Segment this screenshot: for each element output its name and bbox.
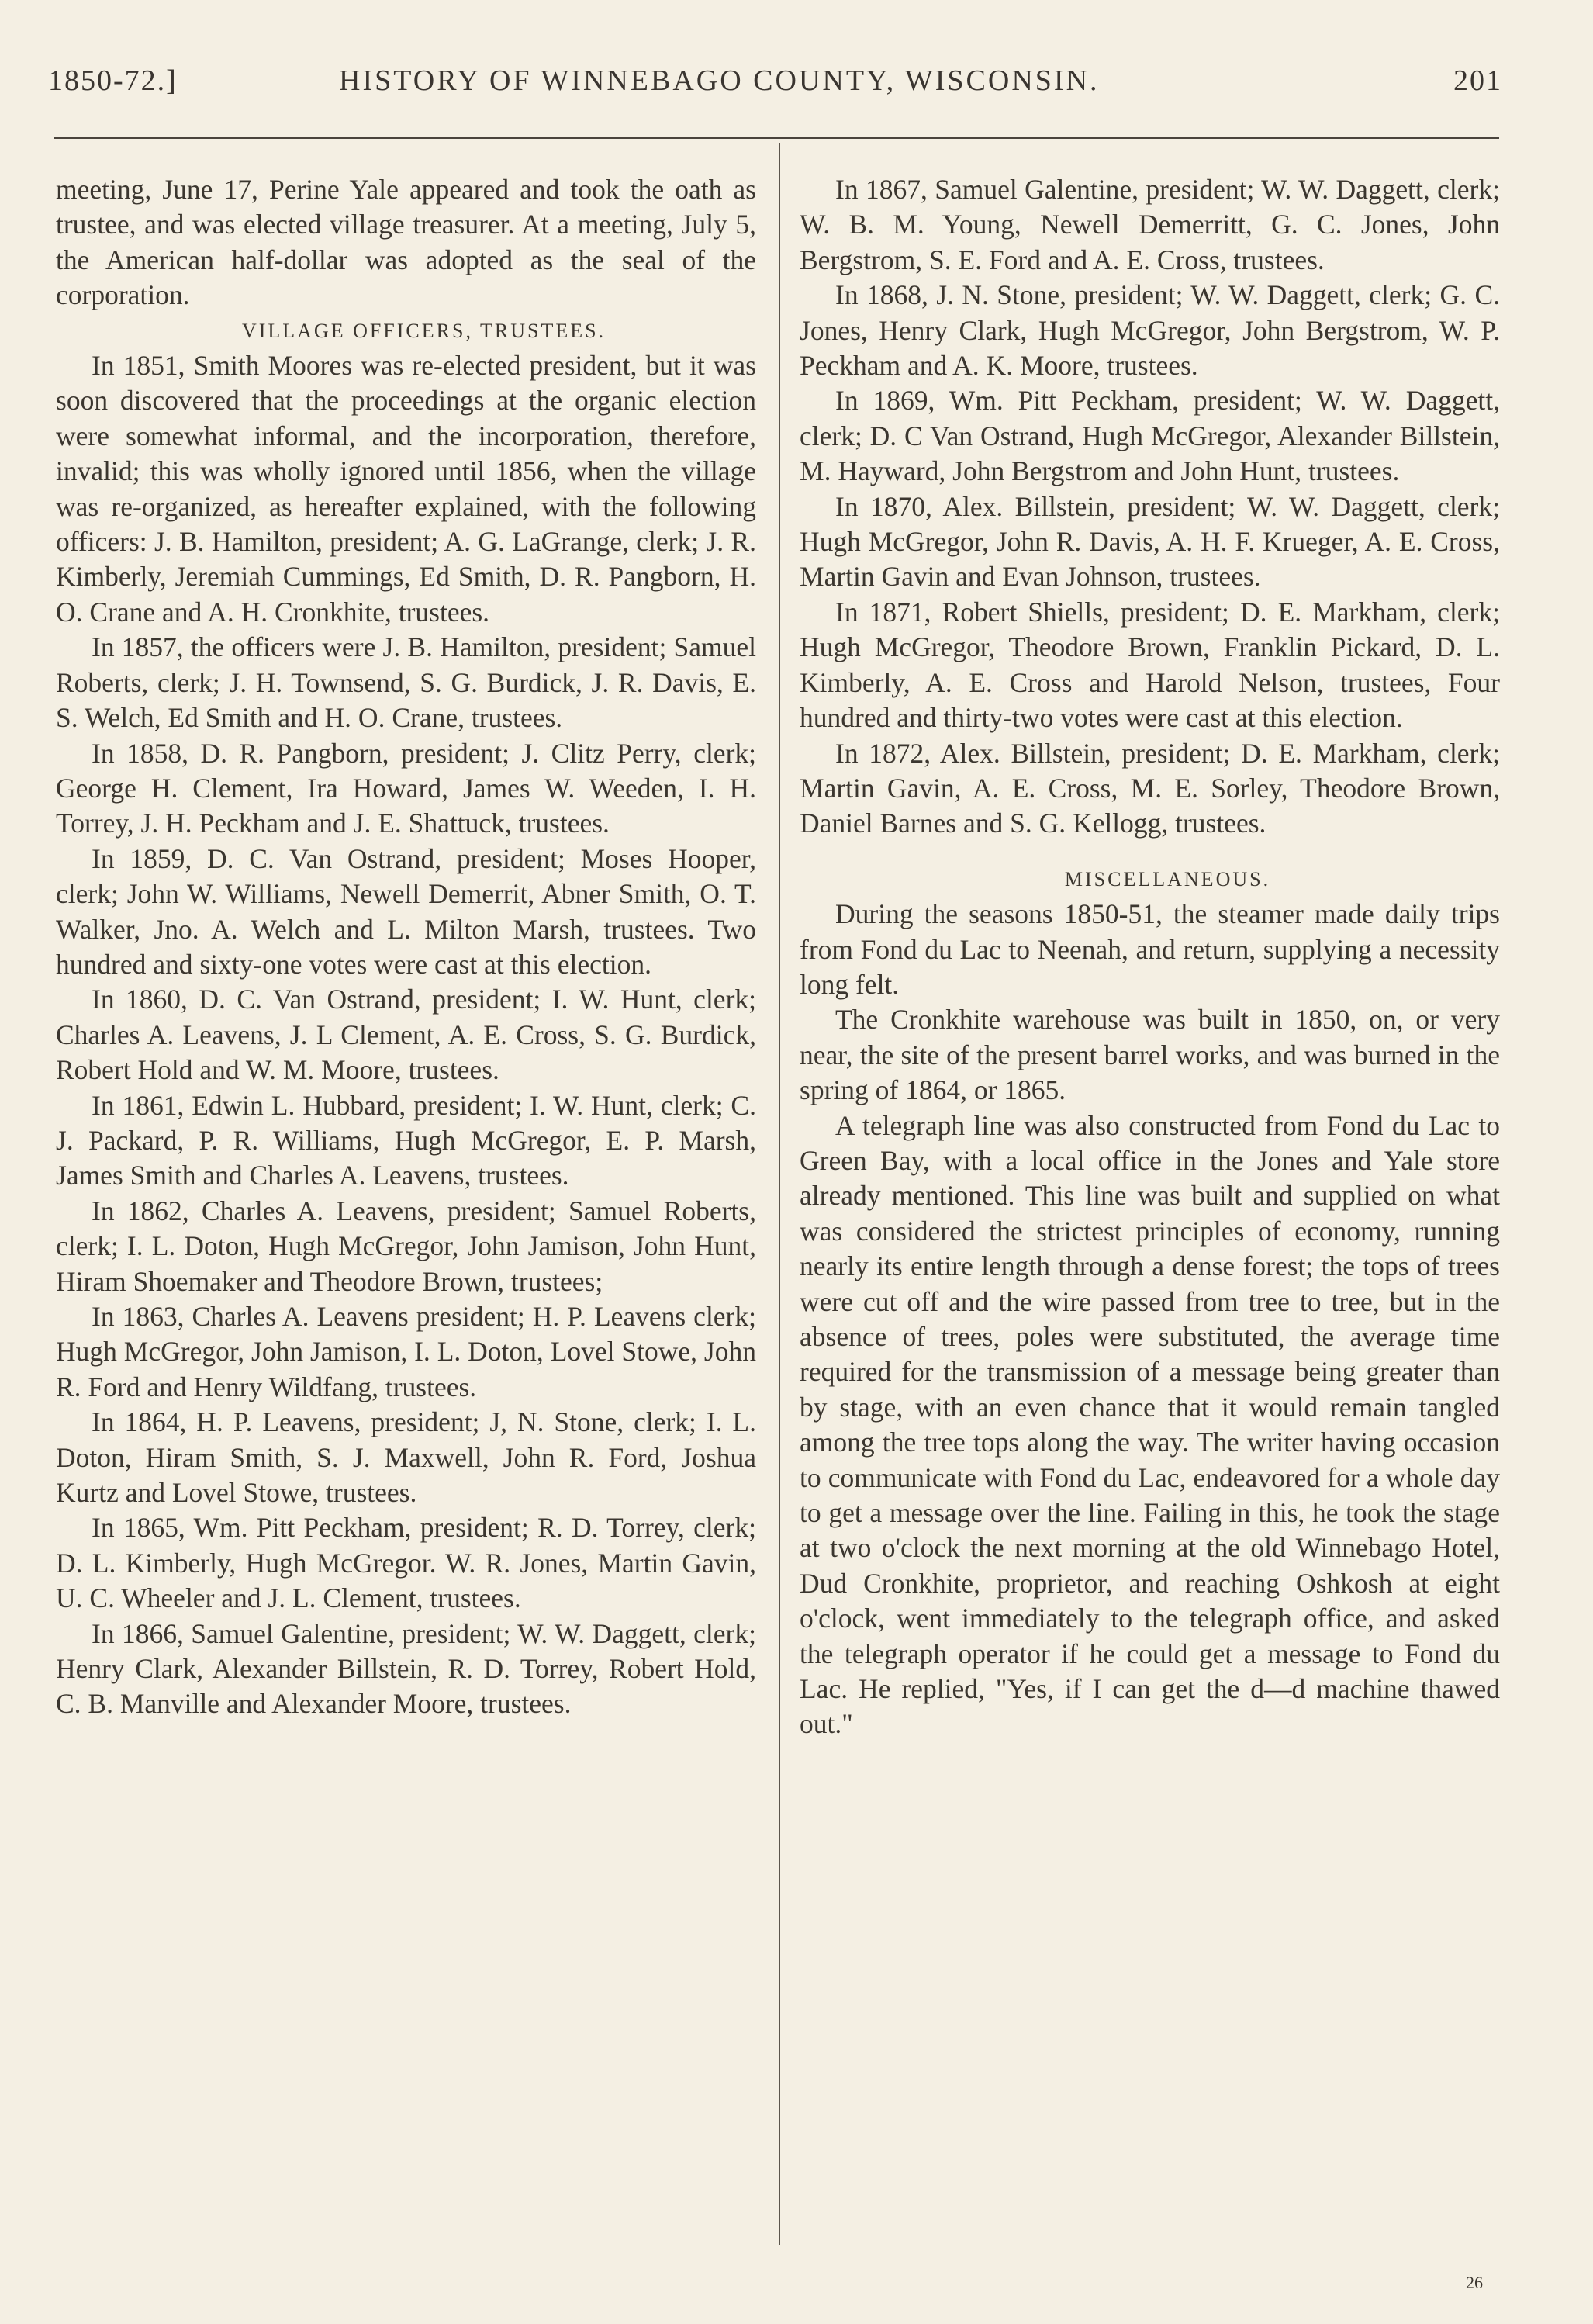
paragraph: In 1871, Robert Shiells, president; D. E. Markham, clerk; Hugh McGregor, Theodore Brown, Franklin Pickard, D. L. Kimberly, A. E. Cross and Harold Nelson, trustees, Four hundred and thirty-two votes were cast at this election. [800, 596, 1500, 734]
running-header [48, 64, 1502, 110]
paragraph: In 1865, Wm. Pitt Peckham, president; R. D. Torrey, clerk; D. L. Kimberly, Hugh McGregor. W. R. Jones, Martin Gavin, U. C. Wheeler and J. L. Clement, trustees. [56, 1512, 756, 1614]
signature-mark: 26 [1466, 2273, 1483, 2292]
paragraph: In 1864, H. P. Leavens, president; J, N. Stone, clerk; I. L. Doton, Hiram Smith, S. J. Maxwell, John R. Ford, Joshua Kurtz and Lovel Stowe, trustees. [56, 1406, 756, 1509]
page-number: 201 [1453, 64, 1502, 97]
section-heading-village-officers: VILLAGE OFFICERS, TRUSTEES. [241, 319, 606, 342]
paragraph: In 1868, J. N. Stone, president; W. W. Daggett, clerk; G. C. Jones, Henry Clark, Hugh McGregor, John Bergstrom, W. P. Peckham and A. K. Moore, trustees. [800, 279, 1500, 382]
header-title: HISTORY OF WINNEBAGO COUNTY, WISCONSIN. [339, 64, 1100, 97]
paragraph: In 1859, D. C. Van Ostrand, president; Moses Hooper, clerk; John W. Williams, Newell Demerrit, Abner Smith, O. T. Walker, Jno. A. Welch and L. Milton Marsh, trustees. Two hundred and sixty-one votes were cast at this election. [56, 842, 756, 980]
paragraph: In 1863, Charles A. Leavens president; H. P. Leavens clerk; Hugh McGregor, John Jamison, I. L. Doton, Lovel Stowe, John R. Ford and Henry Wildfang, trustees. [56, 1301, 756, 1402]
paragraph: The Cronkhite warehouse was built in 1850, on, or very near, the site of the present barrel works, and was burned in the spring of 1864, or 1865. [800, 1004, 1500, 1106]
paragraph: In 1867, Samuel Galentine, president; W. W. Daggett, clerk; W. B. M. Young, Newell Demerritt, G. C. Jones, John Bergstrom, S. E. Ford and A. E. Cross, trustees. [800, 174, 1500, 275]
paragraph: In 1857, the officers were J. B. Hamilton, president; Samuel Roberts, clerk; J. H. Townsend, S. G. Burdick, J. R. Davis, E. S. Welch, Ed Smith and H. O. Crane, trustees. [56, 631, 756, 734]
header-rule [54, 137, 1499, 139]
paragraph: In 1869, Wm. Pitt Peckham, president; W. W. Daggett, clerk; D. C Van Ostrand, Hugh McGregor, Alexander Billstein, M. Hayward, John Bergstrom and John Hunt, trustees. [800, 385, 1500, 487]
paragraph: In 1851, Smith Moores was re-elected president, but it was soon discovered that the proceedings at the organic election were somewhat informal, and the incorporation, therefore, invalid; this was wholly ignored until 1856, when the village was re-organized, as hereafter explained, with the following officers: J. B. Hamilton, president; A. G. LaGrange, clerk; J. R. Kimberly, Jeremiah Cummings, Ed Smith, D. R. Pangborn, H. O. Crane and A. H. Cronkhite, trustees. [56, 350, 756, 628]
left-column [56, 172, 756, 1722]
column-divider [779, 143, 780, 2245]
paragraph: In 1862, Charles A. Leavens, president; Samuel Roberts, clerk; I. L. Doton, Hugh McGregor, John Jamison, John Hunt, Hiram Shoemaker and Theodore Brown, trustees; [56, 1195, 756, 1297]
paragraph: In 1866, Samuel Galentine, president; W. W. Daggett, clerk; Henry Clark, Alexander Billstein, R. D. Torrey, Robert Hold, C. B. Manville and Alexander Moore, trustees. [56, 1617, 756, 1720]
paragraph: A telegraph line was also constructed from Fond du Lac to Green Bay, with a local office in the Jones and Yale store already mentioned. This line was built and supplied on what was considered the strictest principles of economy, running nearly its entire length through a dense forest; the tops of trees were cut off and the wire passed from tree to tree, but in the absence of trees, poles were substituted, the average time required for the transmission of a message being greater than by stage, with an even chance that it would remain tangled among the tree tops along the way. The writer having occasion to communicate with Fond du Lac, endeavored for a whole day to get a message over the line. Failing in this, he took the stage at two o'clock the next morning at the old Winnebago Hotel, Dud Cronkhite, proprietor, and reaching Oshkosh at eight o'clock, went immediately to the telegraph office, and asked the telegraph operator if he could get a message to Fond du Lac. He replied, "Yes, if I can get the d—d machine thawed out." [800, 1109, 1500, 1740]
header-date-range: 1850-72.] [48, 64, 178, 97]
paragraph: In 1870, Alex. Billstein, president; W. W. Daggett, clerk; Hugh McGregor, John R. Davis, A. H. F. Krueger, A. E. Cross, Martin Gavin and Evan Johnson, trustees. [800, 490, 1500, 593]
paragraph: In 1872, Alex. Billstein, president; D. E. Markham, clerk; Martin Gavin, A. E. Cross, M. E. Sorley, Theodore Brown, Daniel Barnes and S. G. Kellogg, trustees. [800, 737, 1500, 839]
right-column [800, 172, 1500, 1742]
paragraph: In 1860, D. C. Van Ostrand, president; I. W. Hunt, clerk; Charles A. Leavens, J. L Clement, A. E. Cross, S. G. Burdick, Robert Hold and W. M. Moore, trustees. [56, 984, 756, 1086]
paragraph: meeting, June 17, Perine Yale appeared and took the oath as trustee, and was elected village treasurer. At a meeting, July 5, the American half-dollar was adopted as the seal of the corporation. [56, 174, 756, 311]
paragraph: In 1861, Edwin L. Hubbard, president; I. W. Hunt, clerk; C. J. Packard, P. R. Williams, Hugh McGregor, E. P. Marsh, James Smith and Charles A. Leavens, trustees. [56, 1089, 756, 1191]
paragraph: In 1858, D. R. Pangborn, president; J. Clitz Perry, clerk; George H. Clement, Ira Howard, James W. Weeden, I. H. Torrey, J. H. Peckham and J. E. Shattuck, trustees. [56, 737, 756, 839]
paragraph: During the seasons 1850-51, the steamer made daily trips from Fond du Lac to Neenah, and return, supplying a necessity long felt. [800, 898, 1500, 1000]
section-heading-miscellaneous: MISCELLANEOUS. [1064, 867, 1271, 891]
